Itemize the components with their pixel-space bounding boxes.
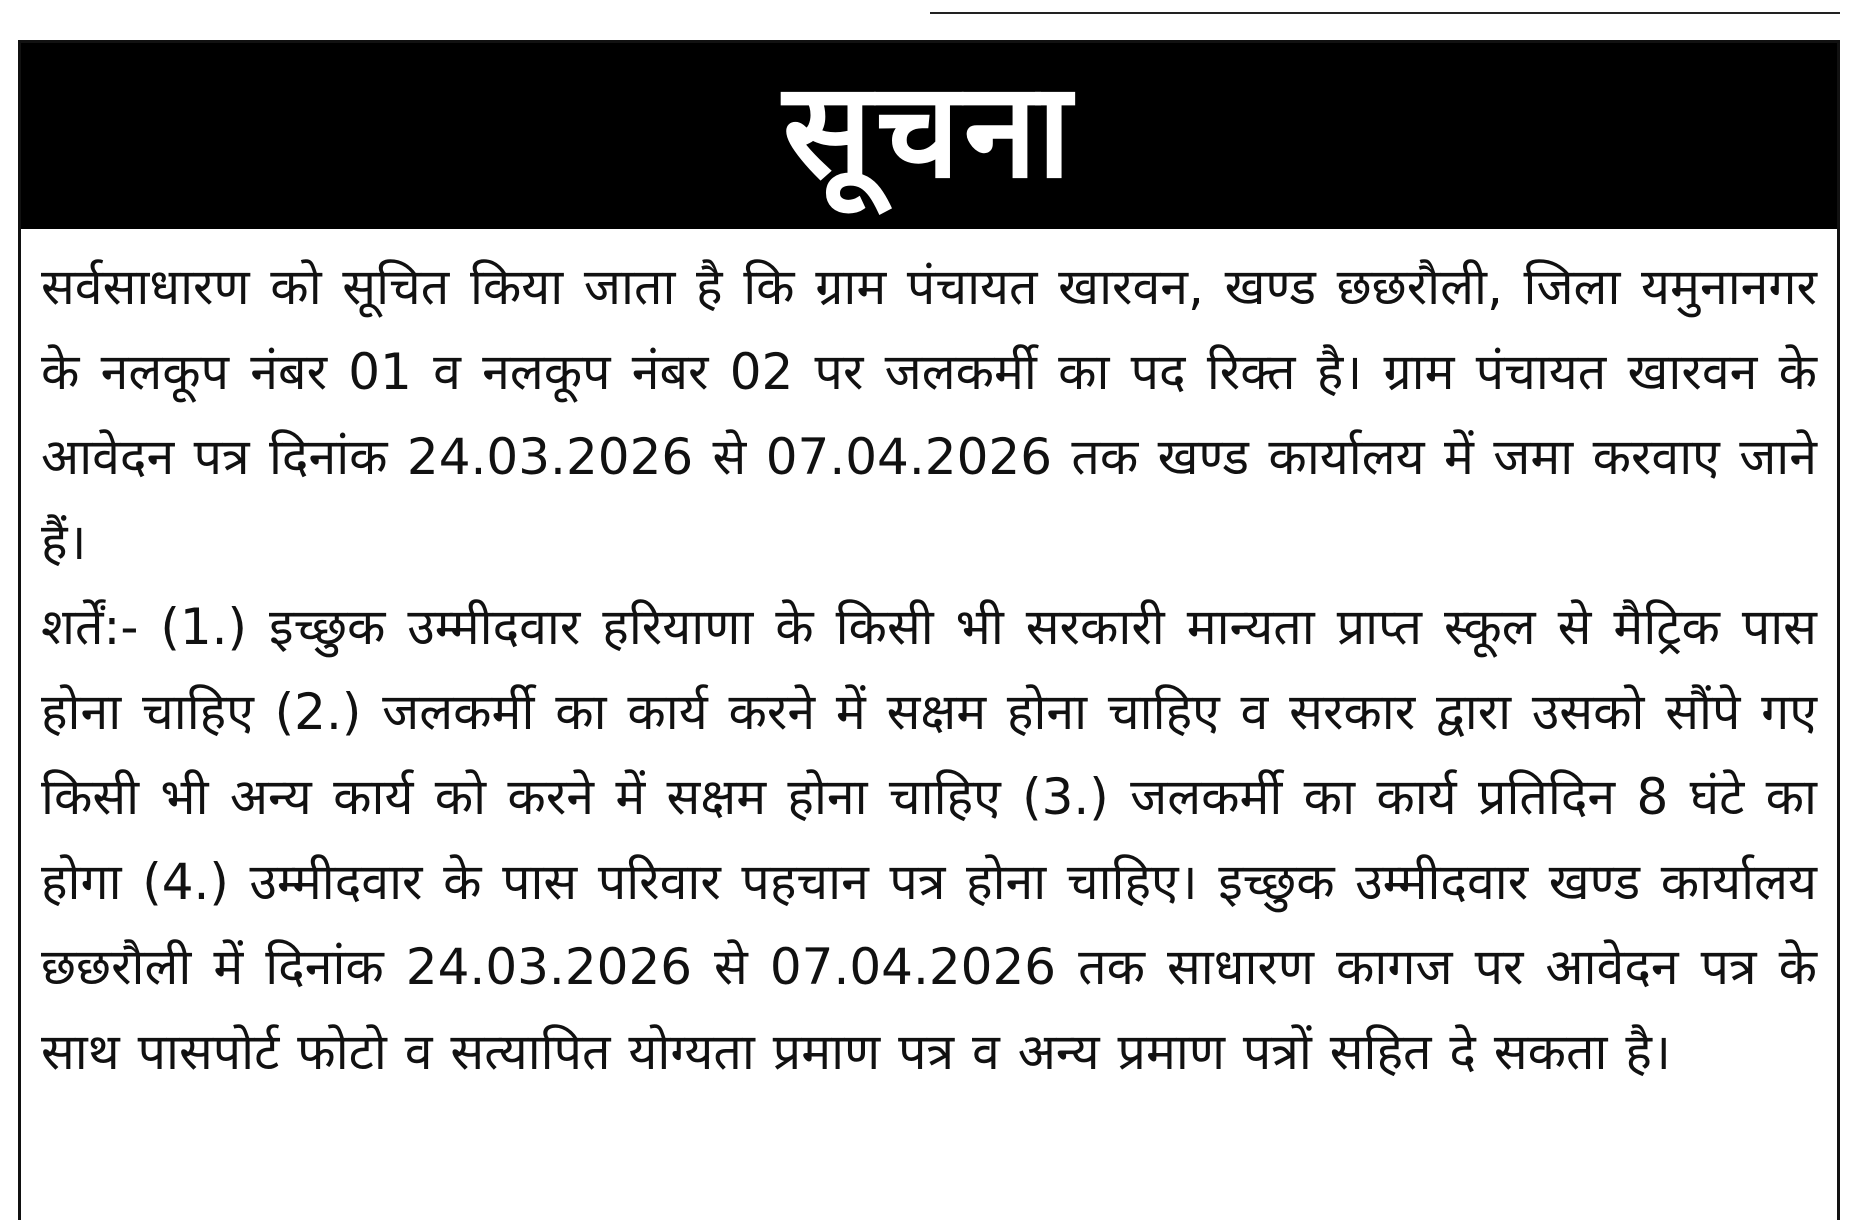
top-divider-line <box>930 12 1840 14</box>
notice-paragraph-announcement: सर्वसाधारण को सूचित किया जाता है कि ग्राम पंचायत खारवन, खण्ड छछरौली, जिला यमुनानगर के नलकूप नंबर 01 व नलकूप नंबर 02 पर जलकर्मी का पद रिक्त है। ग्राम पंचायत खारवन के आवेदन पत्र दिनांक 24.03.2026 से 07.04.2026 तक खण्ड कार्यालय में जमा करवाए जाने हैं। <box>41 258 1817 571</box>
notice-header <box>21 43 1837 229</box>
notice-title: सूचना <box>782 54 1076 208</box>
notice-box <box>18 40 1840 1220</box>
notice-body <box>21 229 1837 1095</box>
notice-paragraph-conditions: शर्तें:- (1.) इच्छुक उम्मीदवार हरियाणा के किसी भी सरकारी मान्यता प्राप्त स्कूल से मैट्रिक पास होना चाहिए (2.) जलकर्मी का कार्य करने में सक्षम होना चाहिए व सरकार द्वारा उसको सौंपे गए किसी भी अन्य कार्य को करने में सक्षम होना चाहिए (3.) जलकर्मी का कार्य प्रतिदिन 8 घंटे का होगा (4.) उम्मीदवार के पास परिवार पहचान पत्र होना चाहिए। इच्छुक उम्मीदवार खण्ड कार्यालय छछरौली में दिनांक 24.03.2026 से 07.04.2026 तक साधारण कागज पर आवेदन पत्र के साथ पासपोर्ट फोटो व सत्यापित योग्यता प्रमाण पत्र व अन्य प्रमाण पत्रों सहित दे सकता है। <box>41 598 1817 1081</box>
